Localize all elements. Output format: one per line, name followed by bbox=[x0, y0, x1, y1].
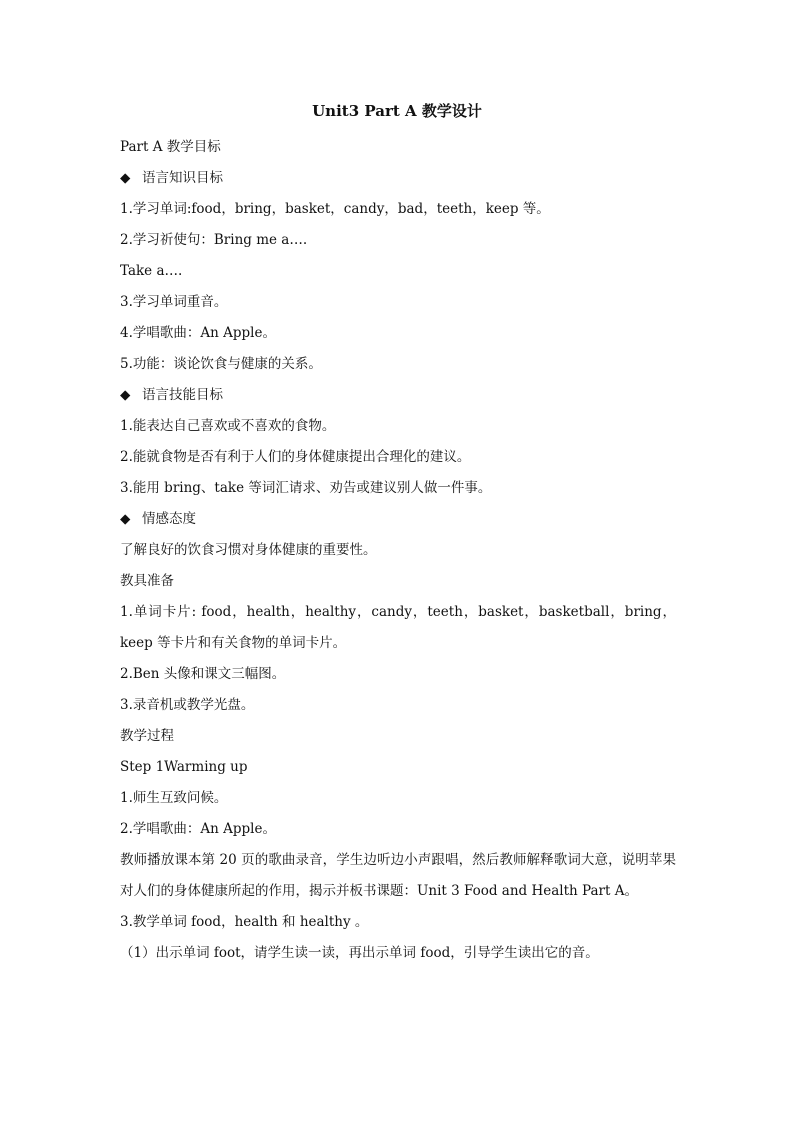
body-line bbox=[120, 194, 676, 225]
line-text: 2.Ben 头像和课文三幅图。 bbox=[120, 666, 286, 682]
body-line bbox=[120, 132, 676, 163]
body-line bbox=[120, 597, 676, 659]
line-text: 2.能就食物是否有利于人们的身体健康提出合理化的建议。 bbox=[120, 449, 471, 465]
line-text: 情感态度 bbox=[142, 511, 196, 527]
line-text: 教具准备 bbox=[120, 573, 174, 589]
body-line bbox=[120, 442, 676, 473]
line-text: （1）出示单词 foot，请学生读一读，再出示单词 food，引导学生读出它的音。 bbox=[120, 945, 599, 961]
line-text: 语言技能目标 bbox=[142, 387, 223, 403]
body-line bbox=[120, 535, 676, 566]
line-text: 3.能用 bring、take 等词汇请求、劝告或建议别人做一件事。 bbox=[120, 480, 492, 496]
line-text: 了解良好的饮食习惯对身体健康的重要性。 bbox=[120, 542, 377, 558]
document-body bbox=[120, 132, 676, 969]
line-text: 教学过程 bbox=[120, 728, 174, 744]
body-line bbox=[120, 814, 676, 845]
line-text: 4.学唱歌曲：An Apple。 bbox=[120, 325, 276, 341]
line-text: 3.学习单词重音。 bbox=[120, 294, 228, 310]
line-text: Part A 教学目标 bbox=[120, 139, 221, 155]
body-line bbox=[120, 318, 676, 349]
line-text: 2.学唱歌曲：An Apple。 bbox=[120, 821, 276, 837]
body-line bbox=[120, 783, 676, 814]
diamond-bullet-icon: ◆ bbox=[120, 387, 131, 403]
document-title: Unit3 Part A 教学设计 bbox=[312, 102, 482, 120]
body-line bbox=[120, 907, 676, 938]
body-line bbox=[120, 287, 676, 318]
body-line bbox=[120, 473, 676, 504]
section-heading bbox=[120, 380, 676, 411]
body-line bbox=[120, 721, 676, 752]
line-text: 5.功能：谈论饮食与健康的关系。 bbox=[120, 356, 322, 372]
line-text: 1.师生互致问候。 bbox=[120, 790, 228, 806]
diamond-bullet-icon: ◆ bbox=[120, 170, 131, 186]
body-line bbox=[120, 566, 676, 597]
line-text: 语言知识目标 bbox=[142, 170, 223, 186]
body-line bbox=[120, 256, 676, 287]
body-line bbox=[120, 752, 676, 783]
line-text: 1.单词卡片: food，health，healthy，candy，teeth，basket，basketball，bring，keep 等卡片和有关食物的单词卡片。 bbox=[120, 604, 676, 651]
line-text: 2.学习祈使句：Bring me a…. bbox=[120, 232, 308, 248]
body-line bbox=[120, 845, 676, 907]
line-text: 1.学习单词:food，bring，basket，candy，bad，teeth，keep 等。 bbox=[120, 201, 550, 217]
line-text: Step 1Warming up bbox=[120, 759, 248, 775]
line-text: 3.教学单词 food，health 和 healthy 。 bbox=[120, 914, 369, 930]
line-text: 3.录音机或教学光盘。 bbox=[120, 697, 255, 713]
body-line bbox=[120, 225, 676, 256]
body-line bbox=[120, 690, 676, 721]
section-heading bbox=[120, 504, 676, 535]
section-heading bbox=[120, 163, 676, 194]
line-text: 教师播放课本第 20 页的歌曲录音，学生边听边小声跟唱，然后教师解释歌词大意，说明苹果对人们的身体健康所起的作用，揭示并板书课题：Unit 3 Food and Health Part A。 bbox=[120, 852, 676, 899]
body-line bbox=[120, 659, 676, 690]
body-line bbox=[120, 938, 676, 969]
diamond-bullet-icon: ◆ bbox=[120, 511, 131, 527]
line-text: 1.能表达自己喜欢或不喜欢的食物。 bbox=[120, 418, 336, 434]
body-line bbox=[120, 349, 676, 380]
body-line bbox=[120, 411, 676, 442]
line-text: Take a…. bbox=[120, 263, 183, 279]
